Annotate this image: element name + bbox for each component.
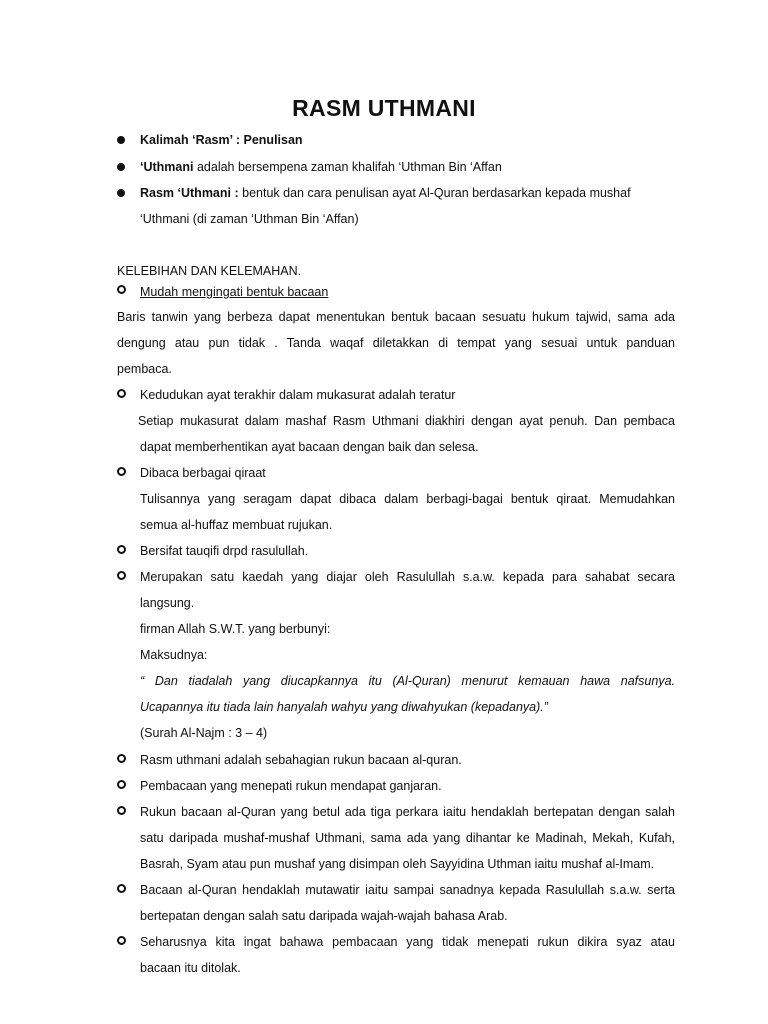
- point-heading-rukun: Rasm uthmani adalah sebahagian rukun bacaan al-quran.: [140, 753, 462, 767]
- point-body-line: bacaan itu ditolak.: [140, 961, 241, 975]
- intro-bullet-uthmani-label: ‘Uthmani: [140, 160, 194, 174]
- page-title: RASM UTHMANI: [292, 95, 476, 121]
- point-body-line: Seharusnya kita ingat bahawa pembacaan yang tidak menepati rukun dikira syaz atau: [140, 935, 675, 949]
- bullet-dot-icon: [117, 163, 125, 171]
- quote-line: “ Dan tiadalah yang diucapkannya itu (Al-Quran) menurut kemauan hawa nafsunya.: [140, 674, 675, 688]
- point-body-line: Basrah, Syam atau pun mushaf yang disimpan oleh Sayyidina Uthman iaitu mushaf al-Imam.: [140, 857, 655, 871]
- intro-bullet-rasm: Kalimah ‘Rasm’ : Penulisan: [140, 133, 303, 147]
- point-heading-kedudukan: Kedudukan ayat terakhir dalam mukasurat adalah teratur: [140, 388, 456, 402]
- point-body-line: langsung.: [140, 596, 195, 610]
- point-body-line: Tulisannya yang seragam dapat dibaca dalam berbagi-bagai bentuk qiraat. Memudahkan: [140, 492, 675, 506]
- point-body-line: Rukun bacaan al-Quran yang betul ada tiga perkara iaitu hendaklah bertepatan dengan salah: [140, 805, 675, 819]
- point-heading-tauqifi: Bersifat tauqifi drpd rasulullah.: [140, 544, 309, 558]
- point-body-line: dapat memberhentikan ayat bacaan dengan baik dan selesa.: [140, 440, 479, 454]
- point-body-line: Setiap mukasurat dalam mashaf Rasm Uthmani diakhiri dengan ayat penuh. Dan pembaca: [138, 414, 675, 428]
- surah-reference: (Surah Al-Najm : 3 – 4): [140, 726, 268, 740]
- point-body-line: bertepatan dengan salah satu daripada wajah-wajah bahasa Arab.: [140, 909, 508, 923]
- bullet-ring-icon: [117, 754, 126, 763]
- bullet-dot-icon: [117, 136, 125, 144]
- intro-bullet-uthmani: [140, 159, 675, 175]
- bullet-ring-icon: [117, 545, 126, 554]
- intro-bullet-definition-text: bentuk dan cara penulisan ayat Al-Quran berdasarkan kepada mushaf: [238, 186, 631, 200]
- bullet-ring-icon: [117, 285, 126, 294]
- point-body-line: Merupakan satu kaedah yang diajar oleh Rasulullah s.a.w. kepada para sahabat secara: [140, 570, 675, 584]
- point-heading-mudah: Mudah mengingati bentuk bacaan: [140, 285, 329, 299]
- section-heading: KELEBIHAN DAN KELEMAHAN.: [117, 264, 302, 278]
- point-body-line: Bacaan al-Quran hendaklah mutawatir iaitu sampai sanadnya kepada Rasulullah s.a.w. serta: [140, 883, 675, 897]
- point-heading-qiraat: Dibaca berbagai qiraat: [140, 466, 266, 480]
- bullet-dot-icon: [117, 189, 125, 197]
- point-ganjaran: Pembacaan yang menepati rukun mendapat ganjaran.: [140, 779, 442, 793]
- point-body-line: Baris tanwin yang berbeza dapat menentukan bentuk bacaan sesuatu hukum tajwid, sama ada: [117, 310, 675, 324]
- bullet-ring-icon: [117, 467, 126, 476]
- intro-bullet-uthmani-text: adalah bersempena zaman khalifah ‘Uthman Bin ‘Affan: [193, 160, 502, 174]
- point-body-line: dengung atau pun tidak . Tanda waqaf diletakkan di tempat yang sesuai untuk panduan: [117, 336, 675, 350]
- maksudnya-label: Maksudnya:: [140, 648, 208, 662]
- intro-bullet-definition-label: Rasm ‘Uthmani :: [140, 186, 239, 200]
- bullet-ring-icon: [117, 806, 126, 815]
- bullet-ring-icon: [117, 936, 126, 945]
- bullet-ring-icon: [117, 884, 126, 893]
- point-body-line: semua al-huffaz membuat rujukan.: [140, 518, 333, 532]
- intro-bullet-definition-cont: ‘Uthmani (di zaman ‘Uthman Bin ‘Affan): [140, 212, 359, 226]
- quote-line: Ucapannya itu tiada lain hanyalah wahyu yang diwahyukan (kepadanya).”: [140, 700, 548, 714]
- firman-line: firman Allah S.W.T. yang berbunyi:: [140, 622, 331, 636]
- intro-bullet-definition: [140, 185, 675, 201]
- point-body-line: satu daripada mushaf-mushaf Uthmani, sama ada yang dihantar ke Madinah, Mekah, Kufah,: [140, 831, 675, 845]
- bullet-ring-icon: [117, 389, 126, 398]
- point-body-line: pembaca.: [117, 362, 172, 376]
- bullet-ring-icon: [117, 780, 126, 789]
- bullet-ring-icon: [117, 571, 126, 580]
